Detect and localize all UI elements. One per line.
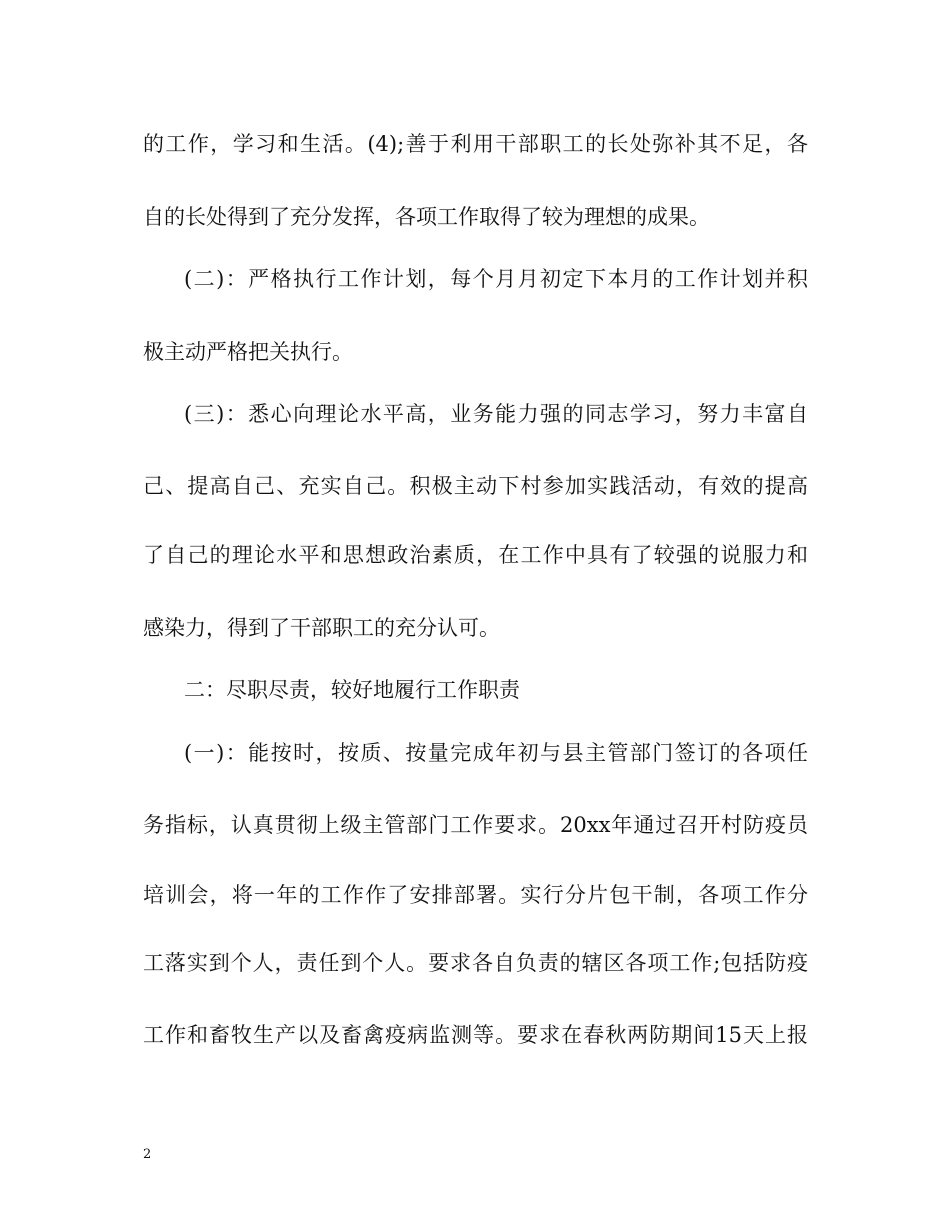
text-line: 工作和畜牧生产以及畜禽疫病监测等。要求在春秋两防期间15天上报 <box>143 1023 808 1047</box>
text-line: (一)：能按时，按质、按量完成年初与县主管部门签订的各项任 <box>184 741 808 765</box>
text-line: 了自己的理论水平和思想政治素质，在工作中具有了较强的说服力和 <box>143 543 808 567</box>
text-line: 务指标，认真贯彻上级主管部门工作要求。20xx年通过召开村防疫员 <box>143 813 808 837</box>
text-line: (三)：悉心向理论水平高，业务能力强的同志学习，努力丰富自 <box>184 402 808 426</box>
text-line: 极主动严格把关执行。 <box>143 340 353 364</box>
text-line: 工落实到个人，责任到个人。要求各自负责的辖区各项工作;包括防疫 <box>143 951 808 975</box>
text-line: 感染力，得到了干部职工的充分认可。 <box>143 616 500 640</box>
text-line: (二)：严格执行工作计划，每个月月初定下本月的工作计划并积 <box>184 267 808 291</box>
text-line: 自的长处得到了充分发挥，各项工作取得了较为理想的成果。 <box>143 205 710 229</box>
text-line: 己、提高自己、充实自己。积极主动下村参加实践活动，有效的提高 <box>143 474 808 498</box>
section-heading: 二：尽职尽责，较好地履行工作职责 <box>184 678 520 702</box>
page-number: 2 <box>143 1147 152 1162</box>
text-line: 的工作，学习和生活。(4);善于利用干部职工的长处弥补其不足，各 <box>143 132 808 156</box>
text-line: 培训会，将一年的工作作了安排部署。实行分片包干制，各项工作分 <box>143 883 808 907</box>
